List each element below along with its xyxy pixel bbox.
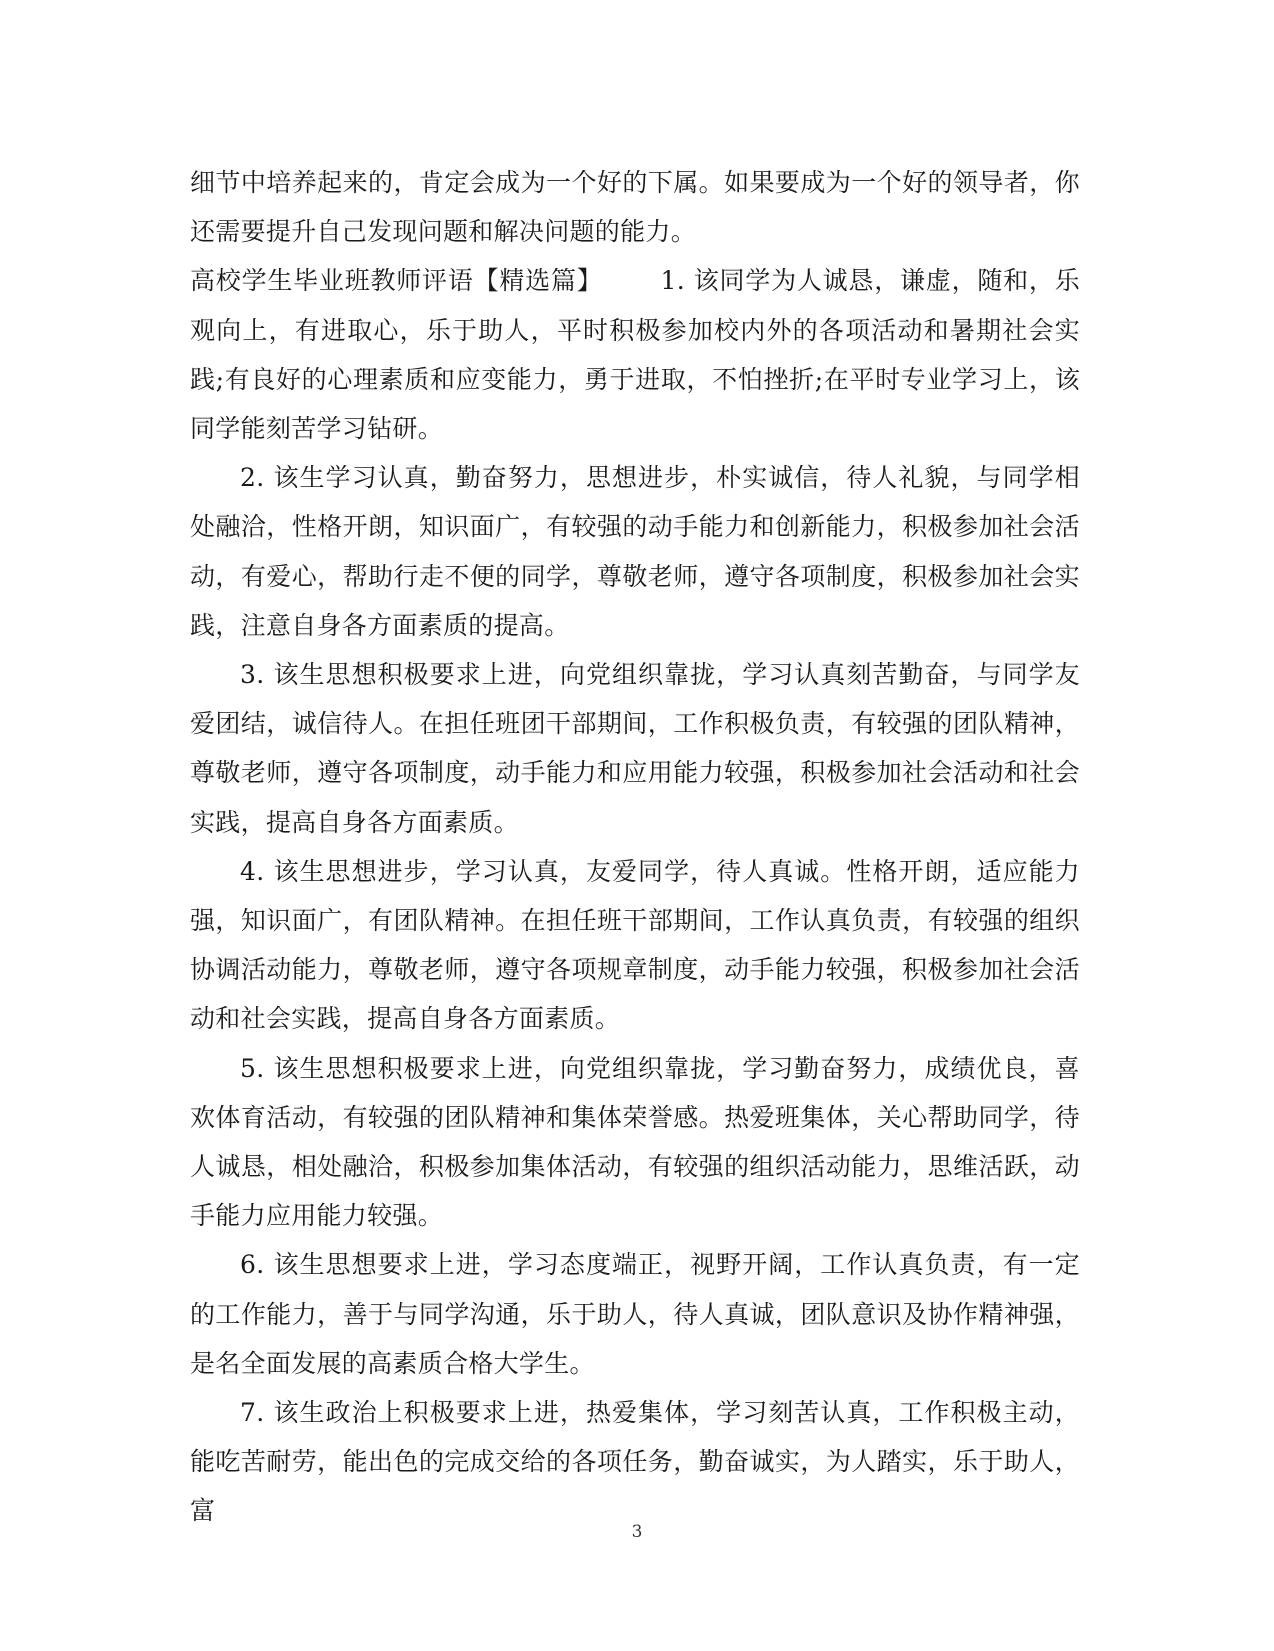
heading-paragraph: [190, 256, 1080, 453]
continuation-paragraph: 细节中培养起来的，肯定会成为一个好的下属。如果要成为一个好的领导者，你还需要提升自己发现问题和解决问题的能力。: [190, 168, 1080, 247]
document-body: [190, 158, 1080, 1536]
item-6: 6. 该生思想要求上进，学习态度端正，视野开阔，工作认真负责，有一定的工作能力，善于与同学沟通，乐于助人，待人真诚，团队意识及协作精神强，是名全面发展的高素质合格大学生。: [190, 1250, 1080, 1378]
item-4: 4. 该生思想进步，学习认真，友爱同学，待人真诚。性格开朗，适应能力强，知识面广，有团队精神。在担任班干部期间，工作认真负责，有较强的组织协调活动能力，尊敬老师，遵守各项规章制度，动手能力较强，积极参加社会活动和社会实践，提高自身各方面素质。: [190, 856, 1080, 1034]
item-5: 5. 该生思想积极要求上进，向党组织靠拢，学习勤奋努力，成绩优良，喜欢体育活动，有较强的团队精神和集体荣誉感。热爱班集体，关心帮助同学，待人诚恳，相处融洽，积极参加集体活动，有较强的组织活动能力，思维活跃，动手能力应用能力较强。: [190, 1053, 1080, 1231]
item-3: 3. 该生思想积极要求上进，向党组织靠拢，学习认真刻苦勤奋，与同学友爱团结，诚信待人。在担任班团干部期间，工作积极负责，有较强的团队精神，尊敬老师，遵守各项制度，动手能力和应用能力较强，积极参加社会活动和社会实践，提高自身各方面素质。: [190, 660, 1080, 837]
page-number: 3: [631, 1522, 643, 1542]
item-1: 1. 该同学为人诚恳，谦虚，随和，乐观向上，有进取心，乐于助人，平时积极参加校内外的各项活动和暑期社会实践;有良好的心理素质和应变能力，勇于进取，不怕挫折;在平时专业学习上，该同学能刻苦学习钻研。: [190, 266, 1080, 444]
item-2: 2. 该生学习认真，勤奋努力，思想进步，朴实诚信，待人礼貌，与同学相处融洽，性格开朗，知识面广，有较强的动手能力和创新能力，积极参加社会活动，有爱心，帮助行走不便的同学，尊敬老师，遵守各项制度，积极参加社会实践，注意自身各方面素质的提高。: [190, 463, 1080, 640]
section-heading: 高校学生毕业班教师评语【精选篇】: [190, 266, 603, 296]
item-7: 7. 该生政治上积极要求上进，热爱集体，学习刻苦认真，工作积极主动，能吃苦耐劳，能出色的完成交给的各项任务，勤奋诚实，为人踏实，乐于助人，富: [190, 1398, 1080, 1526]
